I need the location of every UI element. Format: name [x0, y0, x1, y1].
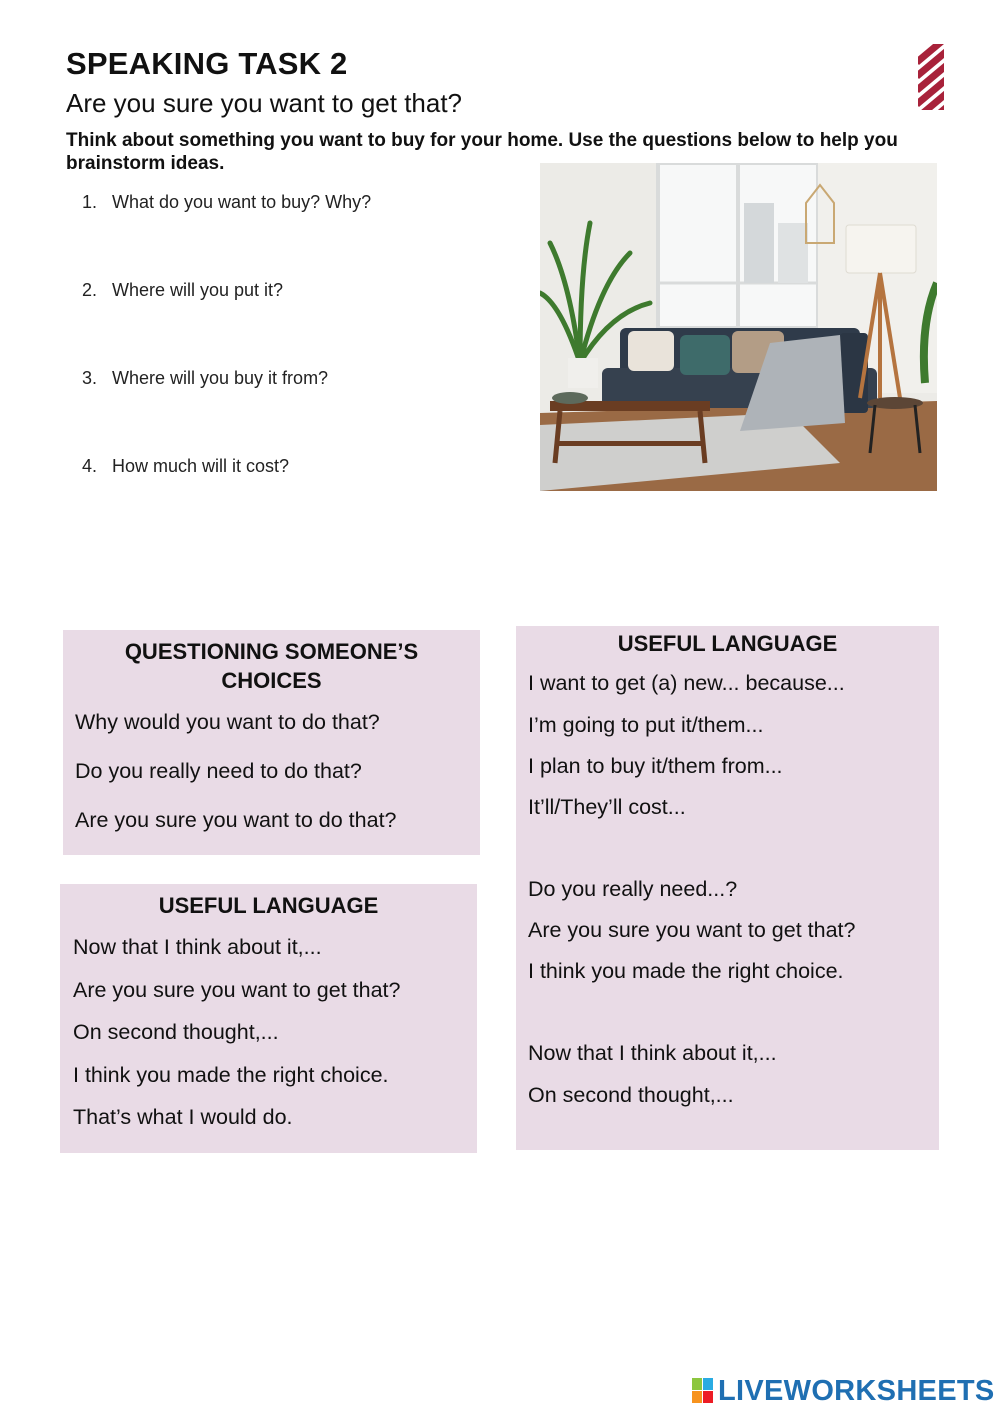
phrase-line: Now that I think about it,...	[528, 1041, 777, 1065]
question-text: How much will it cost?	[112, 456, 290, 476]
useful-language-title: USEFUL LANGUAGE	[617, 631, 838, 656]
phrase-line: I plan to buy it/them from...	[528, 754, 783, 778]
liveworksheets-wordmark: LIVEWORKSHEETS	[718, 1374, 995, 1407]
page-title: SPEAKING TASK 2	[66, 46, 348, 81]
liveworksheets-logo[interactable]	[692, 1374, 995, 1408]
stripe-logo	[918, 44, 944, 110]
page-subtitle: Are you sure you want to get that?	[66, 88, 463, 118]
question-item: 3. Where will you buy it from?	[82, 368, 329, 388]
living-room-photo	[540, 163, 937, 491]
phrase-line: I want to get (a) new... because...	[528, 671, 845, 695]
phrase-line: On second thought,...	[73, 1020, 279, 1044]
phrase-line: Why would you want to do that?	[75, 710, 380, 734]
question-text: What do you want to buy? Why?	[112, 192, 372, 212]
liveworksheets-icon	[692, 1378, 714, 1404]
useful-language-box-right	[516, 626, 939, 1150]
phrase-line: Are you sure you want to get that?	[73, 978, 401, 1002]
phrase-line: It’ll/They’ll cost...	[528, 795, 686, 819]
phrase-line: Are you sure you want to do that?	[75, 808, 397, 832]
phrase-line: Now that I think about it,...	[73, 935, 322, 959]
question-text: Where will you put it?	[112, 280, 284, 300]
useful-language-box-left	[60, 884, 477, 1153]
phrase-line: I think you made the right choice.	[528, 959, 844, 983]
phrase-line: On second thought,...	[528, 1083, 734, 1107]
question-item: 1. What do you want to buy? Why?	[82, 192, 372, 212]
question-text: Where will you buy it from?	[112, 368, 329, 388]
instructions-text: Think about something you want to buy for your home. Use the questions below to help you brainstorm ideas.	[66, 130, 898, 174]
phrase-line: I’m going to put it/them...	[528, 713, 764, 737]
phrase-line: Do you really need to do that?	[75, 759, 362, 783]
questioning-box	[63, 630, 480, 855]
question-item: 4. How much will it cost?	[82, 456, 290, 476]
question-item: 2. Where will you put it?	[82, 280, 284, 300]
phrase-line: Do you really need...?	[528, 877, 738, 901]
useful-language-title: USEFUL LANGUAGE	[158, 893, 379, 918]
phrase-line: Are you sure you want to get that?	[528, 918, 856, 942]
phrase-line: That’s what I would do.	[73, 1105, 293, 1129]
phrase-line: I think you made the right choice.	[73, 1063, 389, 1087]
questioning-box-title: QUESTIONING SOMEONE’S CHOICES	[124, 639, 419, 693]
